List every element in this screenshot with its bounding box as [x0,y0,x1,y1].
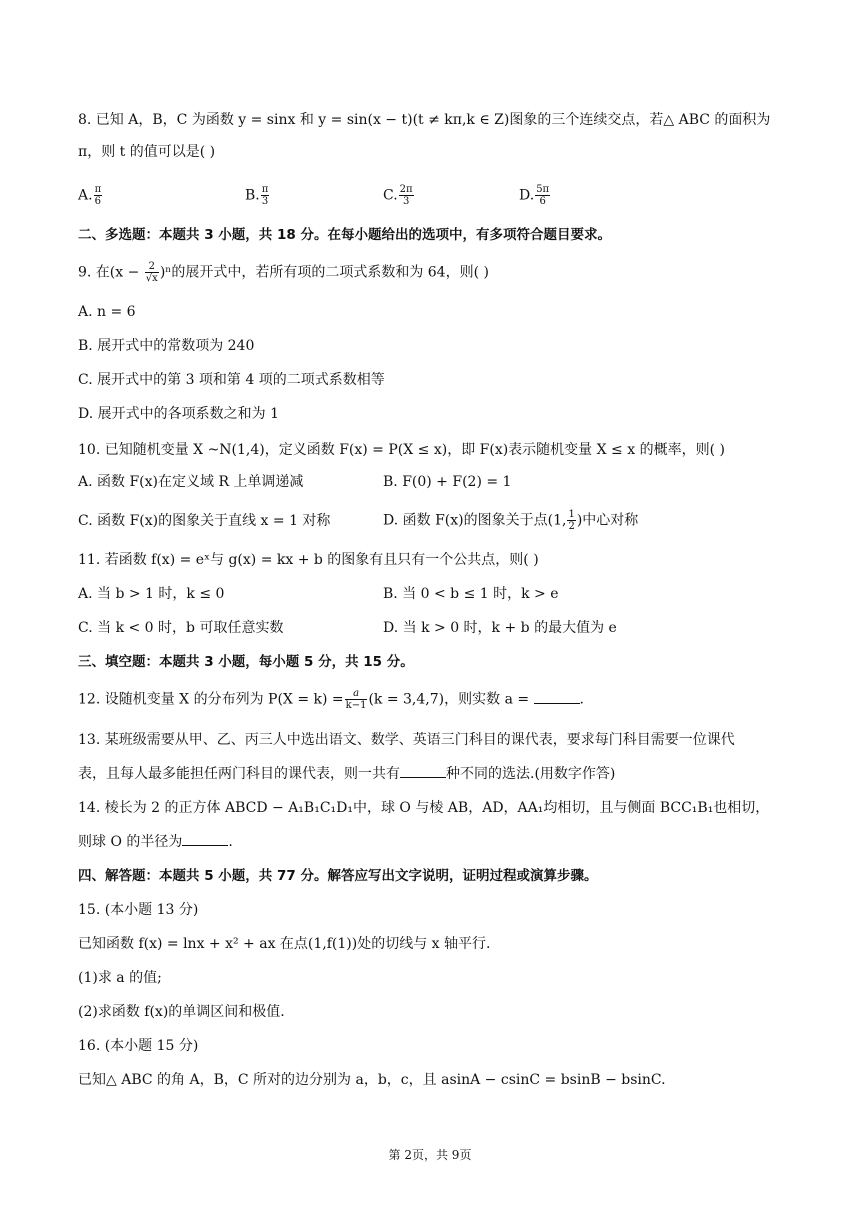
q11-option-a: A. 当 b > 1 时，k ≤ 0 [78,586,225,602]
q15-part1: (1)求 a 的值; [78,970,162,986]
q14-stem-line1: 14. 棱长为 2 的正方体 ABCD − A₁B₁C₁D₁中，球 O 与棱 AB，AD，AA₁均相切，且与侧面 BCC₁B₁也相切， [78,800,770,816]
q9-option-d: D. 展开式中的各项系数之和为 1 [78,406,279,422]
q11-option-c: C. 当 k < 0 时，b 可取任意实数 [78,620,284,636]
q11-option-b: B. 当 0 < b ≤ 1 时，k > e [383,586,559,602]
q9-option-c: C. 展开式中的第 3 项和第 4 项的二项式系数相等 [78,372,385,388]
q8-stem-line1: 8. 已知 A，B，C 为函数 y = sinx 和 y = sin(x − t)(t ≠ kπ,k ∈ Z)图象的三个连续交点，若△ ABC 的面积为 [78,112,771,128]
q10-option-a: A. 函数 F(x)在定义域 R 上单调递减 [78,474,304,490]
q9-stem: 9. 在(x − $\frac{2}{√x}$ )ⁿ的展开式中，若所有项的二项式系数和为 64，则( ) [78,261,489,284]
q14-answer-blank [182,833,228,846]
q8-option-d: D. $\frac{5\pi}{6}$ [519,184,550,207]
q12-answer-blank [534,691,580,704]
page-footer: 第 2页，共 9页 [388,1148,472,1162]
q8-stem-line2: π，则 t 的值可以是( ) [78,144,216,160]
q12-stem: 12. 设随机变量 X 的分布列为 P(X = k) = $\frac{a}{k-1}$ (k = 3,4,7)，则实数 a = . [78,688,584,711]
q11-option-d: D. 当 k > 0 时，k + b 的最大值为 e [383,620,617,636]
q8-option-c: C. $\frac{2\pi}{3}$ [383,184,413,207]
q15-part2: (2)求函数 f(x)的单调区间和极值. [78,1004,285,1020]
q10-option-d: D. 函数 F(x)的图象关于点(1, $\frac{1}{2}$ )中心对称 [383,509,639,532]
q15-heading: 15. (本小题 13 分) [78,902,199,918]
section-fill-blank-heading: 三、填空题：本题共 3 小题，每小题 5 分，共 15 分。 [78,654,414,670]
q10-stem: 10. 已知随机变量 X ~N(1,4)，定义函数 F(x) = P(X ≤ x)，即 F(x)表示随机变量 X ≤ x 的概率，则( ) [78,442,725,458]
q8-option-b: B. $\frac{\pi}{3}$ [245,184,269,207]
q13-stem-line1: 13. 某班级需要从甲、乙、丙三人中选出语文、数学、英语三门科目的课代表，要求每门科目需要一位课代 [78,732,735,748]
q15-stem: 已知函数 f(x) = lnx + x² + ax 在点(1,f(1))处的切线与 x 轴平行. [78,936,491,952]
q13-stem-line2: 表，且每人最多能担任两门科目的课代表，则一共有 种不同的选法.(用数字作答) [78,766,616,782]
q9-option-a: A. n = 6 [78,304,136,320]
q10-option-b: B. F(0) + F(2) = 1 [383,474,512,490]
q10-option-c: C. 函数 F(x)的图象关于直线 x = 1 对称 [78,513,331,529]
section-multiple-choice-heading: 二、多选题：本题共 3 小题，共 18 分。在每小题给出的选项中，有多项符合题目要求。 [78,227,611,243]
section-solution-heading: 四、解答题：本题共 5 小题，共 77 分。解答应写出文字说明，证明过程或演算步骤。 [78,868,598,884]
q13-answer-blank [400,765,446,778]
q9-option-b: B. 展开式中的常数项为 240 [78,338,255,354]
q16-stem: 已知△ ABC 的角 A，B，C 所对的边分别为 a，b，c，且 asinA − csinC = bsinB − bsinC. [78,1072,666,1088]
q16-heading: 16. (本小题 15 分) [78,1038,199,1054]
q8-option-a: A. $\frac{\pi}{6}$ [78,184,102,207]
q11-stem: 11. 若函数 f(x) = eˣ与 g(x) = kx + b 的图象有且只有一个公共点，则( ) [78,552,539,568]
q14-stem-line2: 则球 O 的半径为 . [78,834,233,850]
